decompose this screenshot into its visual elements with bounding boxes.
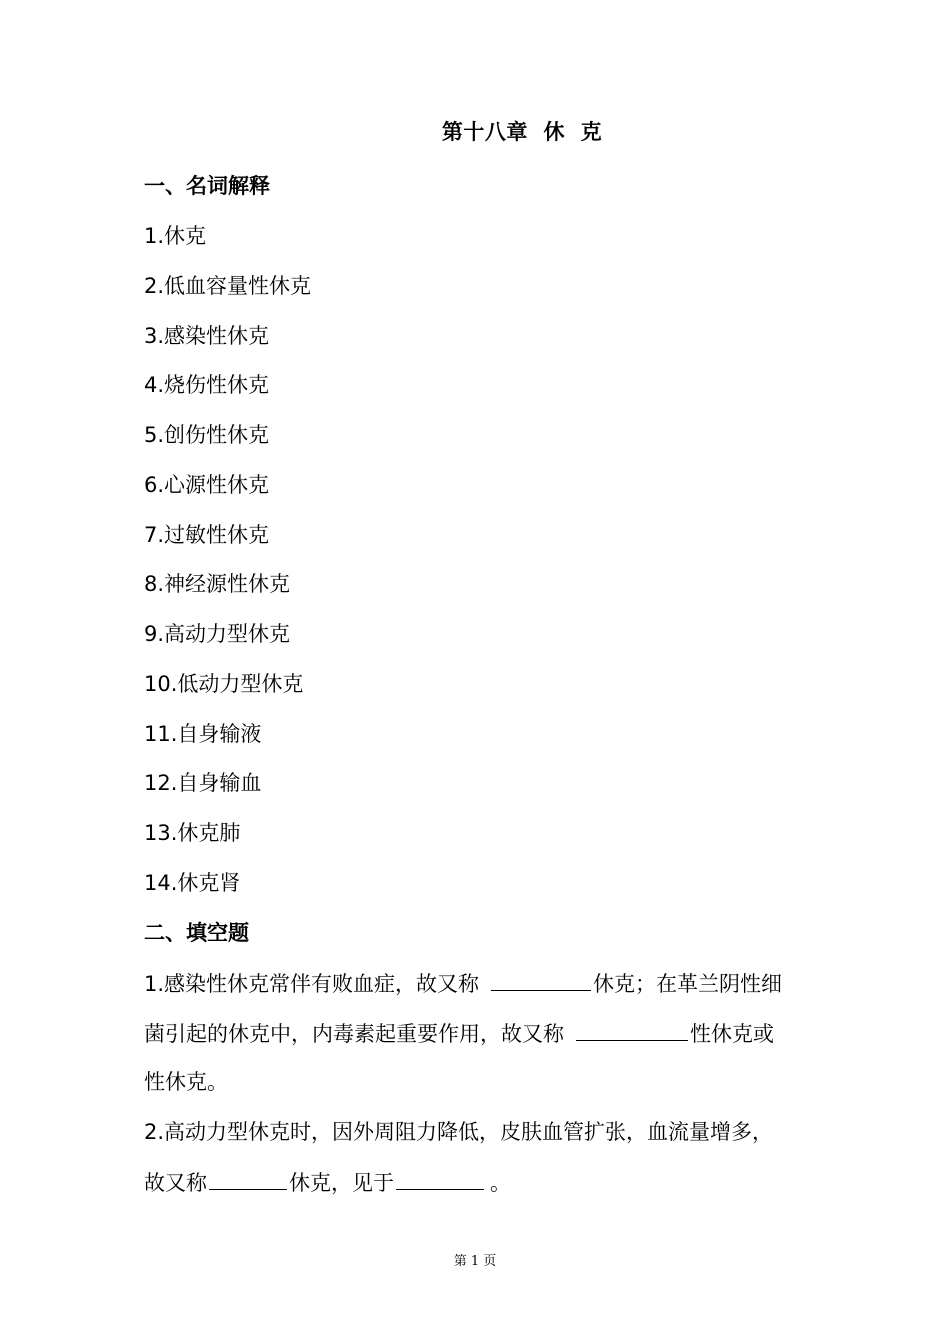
question-1-line-2 xyxy=(144,1016,774,1048)
question-text: 休克；在革兰阴性细 xyxy=(593,972,783,996)
question-text: 1.感染性休克常伴有败血症，故又称 xyxy=(144,972,480,996)
question-text: 性休克。 xyxy=(144,1070,228,1094)
question-text: 休克，见于 xyxy=(289,1171,394,1195)
definition-item: 12.自身输血 xyxy=(144,771,262,795)
definition-item: 5.创伤性休克 xyxy=(144,423,270,447)
definition-item: 11.自身输液 xyxy=(144,722,262,746)
definition-item: 2.低血容量性休克 xyxy=(144,274,312,298)
section-heading-fill-in: 二、填空题 xyxy=(144,921,249,945)
definition-item: 7.过敏性休克 xyxy=(144,523,270,547)
question-text: 。 xyxy=(490,1171,511,1195)
question-text: 2.高动力型休克时，因外周阻力降低，皮肤血管扩张，血流量增多， xyxy=(144,1120,774,1144)
question-text: 性休克或 xyxy=(690,1022,774,1046)
definition-item: 14.休克肾 xyxy=(144,871,241,895)
question-text: 菌引起的休克中，内毒素起重要作用，故又称 xyxy=(144,1022,564,1046)
chapter-title: 第十八章 休 克 xyxy=(441,120,603,144)
question-2-line-2 xyxy=(144,1165,511,1197)
question-text: 故又称 xyxy=(144,1171,207,1195)
definition-item: 10.低动力型休克 xyxy=(144,672,304,696)
definition-item: 3.感染性休克 xyxy=(144,324,270,348)
definition-item: 1.休克 xyxy=(144,224,207,248)
section-heading-definitions: 一、名词解释 xyxy=(144,174,270,198)
definition-item: 9.高动力型休克 xyxy=(144,622,291,646)
question-1-line-3 xyxy=(144,1066,228,1096)
page-number-footer: 第 1 页 xyxy=(453,1254,497,1269)
definition-item: 8.神经源性休克 xyxy=(144,572,291,596)
answer-blank[interactable] xyxy=(209,1165,287,1190)
definition-item: 6.心源性休克 xyxy=(144,473,270,497)
answer-blank[interactable] xyxy=(491,966,591,991)
question-2-line-1 xyxy=(144,1116,773,1146)
answer-blank[interactable] xyxy=(396,1165,484,1190)
answer-blank[interactable] xyxy=(576,1016,688,1041)
definition-item: 4.烧伤性休克 xyxy=(144,373,270,397)
definition-item: 13.休克肺 xyxy=(144,821,241,845)
question-1-line-1 xyxy=(144,966,782,998)
